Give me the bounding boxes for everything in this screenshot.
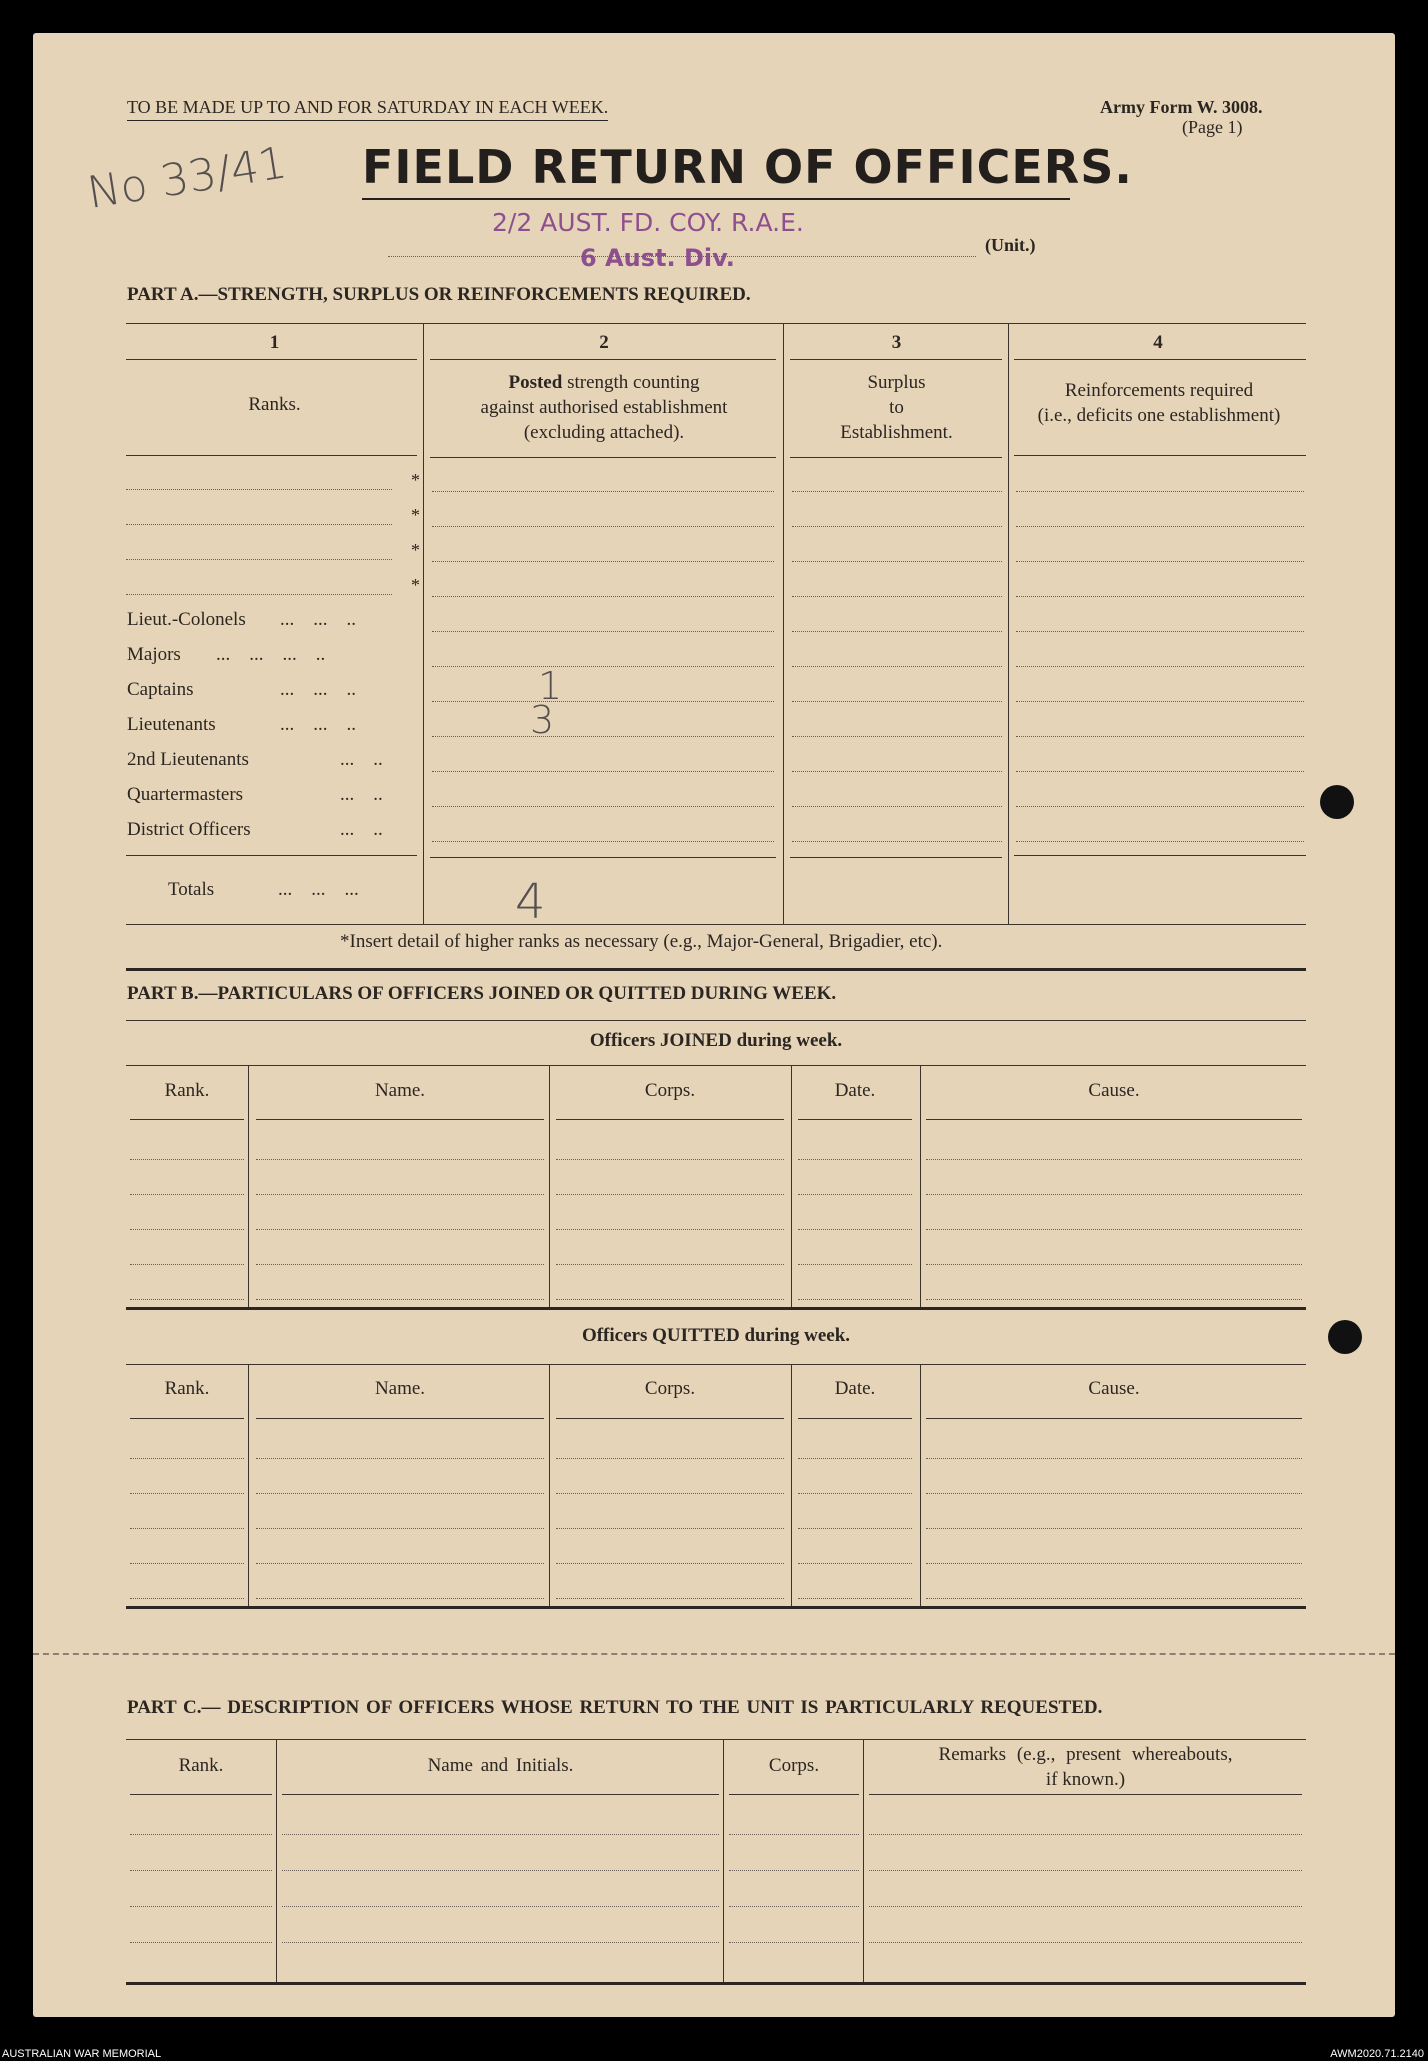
joined-header-rule xyxy=(130,1119,244,1120)
part-a-row-line xyxy=(1016,561,1304,562)
posted-captains-value: 1 xyxy=(538,664,563,708)
part-c-top-rule xyxy=(126,1739,1306,1740)
part-a-row-line xyxy=(792,561,1002,562)
col-number-rule-4 xyxy=(1014,359,1306,360)
part-a-row-line xyxy=(1016,806,1304,807)
part-c-row-line xyxy=(729,1870,859,1871)
joined-row-line xyxy=(798,1229,912,1230)
joined-row-line xyxy=(798,1299,912,1300)
joined-word: JOINED xyxy=(660,1030,732,1051)
col-number-rule-3 xyxy=(790,359,1002,360)
quitted-row-line xyxy=(130,1528,244,1529)
quitted-col-divider xyxy=(920,1364,921,1606)
part-c-header-rule xyxy=(729,1794,859,1795)
joined-caption xyxy=(126,1030,1306,1052)
part-a-row-line xyxy=(792,736,1002,737)
part-a-row-line xyxy=(1016,701,1304,702)
col-number-rule-2 xyxy=(430,359,776,360)
part-c-row-line xyxy=(282,1834,719,1835)
part-c-row-line xyxy=(282,1942,719,1943)
part-a-row-line xyxy=(792,491,1002,492)
part-a-row-line xyxy=(432,736,774,737)
unit-dotted-line xyxy=(388,256,976,257)
quitted-row-line xyxy=(256,1563,544,1564)
quitted-bottom-rule xyxy=(126,1606,1306,1609)
joined-row-line xyxy=(256,1229,544,1230)
totals-posted-value: 4 xyxy=(515,874,546,930)
part-c-row-line xyxy=(282,1870,719,1871)
ranks-header: Ranks. xyxy=(248,394,301,415)
quitted-header-rule xyxy=(926,1418,1302,1419)
header-bottom-rule-3 xyxy=(790,457,1002,458)
part-a-row-line xyxy=(792,666,1002,667)
unit-label: (Unit.) xyxy=(985,235,1036,255)
part-c-row-line xyxy=(869,1942,1302,1943)
part-c-row-line xyxy=(729,1906,859,1907)
joined-row-line xyxy=(130,1264,244,1265)
quitted-header-name: Name. xyxy=(374,1378,426,1399)
rank-label-district-officers: District Officers xyxy=(127,819,251,840)
part-c-col-divider-1 xyxy=(276,1739,277,1982)
quitted-header-corps: Corps. xyxy=(644,1378,696,1399)
higher-rank-line xyxy=(126,489,392,490)
joined-row-line xyxy=(926,1229,1302,1230)
rank-label-2nd-lieutenants: 2nd Lieutenants xyxy=(127,749,249,770)
punch-hole-lower xyxy=(1328,1320,1362,1354)
quitted-header-date: Date. xyxy=(834,1378,876,1399)
part-a-end-rule xyxy=(126,968,1306,971)
quitted-pre: Officers xyxy=(581,1325,648,1346)
rank-leader: ... .. xyxy=(340,819,383,840)
rank-leader: ... ... .. xyxy=(280,679,356,700)
part-c-row-line xyxy=(130,1906,272,1907)
part-a-row-line xyxy=(432,491,774,492)
part-c-corps-header: Corps. xyxy=(768,1755,820,1776)
rank-label-majors: Majors xyxy=(127,644,181,665)
joined-row-line xyxy=(926,1299,1302,1300)
part-b-top-rule xyxy=(126,1020,1306,1021)
surplus-header xyxy=(785,370,1008,445)
joined-header-name: Name. xyxy=(374,1080,426,1101)
joined-caption-rule xyxy=(126,1065,1306,1066)
quitted-header-rule xyxy=(130,1418,244,1419)
quitted-row-line xyxy=(130,1598,244,1599)
unit-stamp-line-1: 2/2 AUST. FD. COY. R.A.E. xyxy=(492,208,804,237)
joined-row-line xyxy=(130,1194,244,1195)
part-a-row-line xyxy=(432,771,774,772)
part-a-row-line xyxy=(1016,666,1304,667)
quitted-caption-rule xyxy=(126,1364,1306,1365)
header-bottom-rule-2 xyxy=(430,457,776,458)
quitted-col-divider xyxy=(248,1364,249,1606)
quitted-caption xyxy=(126,1325,1306,1347)
higher-rank-line xyxy=(126,594,392,595)
part-a-row-line xyxy=(1016,771,1304,772)
quitted-row-line xyxy=(256,1528,544,1529)
part-a-row-line xyxy=(792,631,1002,632)
joined-row-line xyxy=(926,1159,1302,1160)
quitted-row-line xyxy=(798,1598,912,1599)
joined-row-line xyxy=(556,1264,784,1265)
part-b-heading: PART B.—PARTICULARS OF OFFICERS JOINED OR QUITTED DURING WEEK. xyxy=(127,983,837,1004)
rank-label-lieut-colonels: Lieut.-Colonels xyxy=(127,609,246,630)
remarks-line-1: Remarks (e.g., present whereabouts, xyxy=(938,1744,1233,1765)
quitted-word: QUITTED xyxy=(652,1325,740,1346)
joined-row-line xyxy=(798,1159,912,1160)
part-a-heading: PART A.—STRENGTH, SURPLUS OR REINFORCEMENTS REQUIRED. xyxy=(127,284,751,305)
quitted-row-line xyxy=(798,1563,912,1564)
part-a-bottom-rule xyxy=(126,924,1306,925)
part-c-row-line xyxy=(869,1834,1302,1835)
part-a-row-line xyxy=(792,806,1002,807)
quitted-row-line xyxy=(130,1563,244,1564)
part-c-name-header: Name and Initials. xyxy=(427,1755,574,1776)
joined-row-line xyxy=(556,1194,784,1195)
quitted-row-line xyxy=(926,1598,1302,1599)
quitted-row-line xyxy=(256,1493,544,1494)
quitted-row-line xyxy=(130,1458,244,1459)
higher-rank-line xyxy=(126,559,392,560)
joined-row-line xyxy=(256,1264,544,1265)
posted-lieutenants-value: 3 xyxy=(530,698,555,742)
part-c-col-divider-3 xyxy=(863,1739,864,1982)
part-c-row-line xyxy=(729,1834,859,1835)
part-a-row-line xyxy=(792,596,1002,597)
totals-top-rule-2 xyxy=(430,857,776,858)
quitted-row-line xyxy=(926,1563,1302,1564)
footnote-star: * xyxy=(411,470,420,490)
col-number-3: 3 xyxy=(891,332,902,353)
quitted-header-rule xyxy=(798,1418,912,1419)
joined-row-line xyxy=(798,1264,912,1265)
part-c-header-rule xyxy=(130,1794,272,1795)
part-a-row-line xyxy=(1016,596,1304,597)
reinforcements-line-1: Reinforcements required xyxy=(1064,380,1254,401)
part-a-footnote: *Insert detail of higher ranks as necessary (e.g., Major-General, Brigadier, etc). xyxy=(340,931,943,952)
quitted-row-line xyxy=(798,1458,912,1459)
joined-col-divider xyxy=(248,1065,249,1307)
footnote-star: * xyxy=(411,505,420,525)
surplus-line-2: to xyxy=(889,397,904,418)
part-c-row-line xyxy=(869,1870,1302,1871)
quitted-col-divider xyxy=(549,1364,550,1606)
quitted-row-line xyxy=(556,1458,784,1459)
quitted-row-line xyxy=(798,1528,912,1529)
unit-stamp-line-2: 6 Aust. Div. xyxy=(580,244,735,272)
form-number: Army Form W. 3008. xyxy=(1100,97,1263,117)
col-number-1: 1 xyxy=(269,332,280,353)
punch-hole-upper xyxy=(1320,785,1354,819)
joined-header-rule xyxy=(256,1119,544,1120)
joined-col-divider xyxy=(920,1065,921,1307)
part-a-row-line xyxy=(1016,631,1304,632)
part-a-col-divider-2 xyxy=(783,323,784,924)
joined-col-divider xyxy=(791,1065,792,1307)
posted-strength-header xyxy=(425,370,783,445)
part-a-row-line xyxy=(432,701,774,702)
part-c-header-rule xyxy=(282,1794,719,1795)
part-c-row-line xyxy=(869,1906,1302,1907)
quitted-row-line xyxy=(556,1563,784,1564)
remarks-line-2: if known.) xyxy=(1045,1769,1126,1790)
posted-line-3: (excluding attached). xyxy=(523,422,685,443)
form-title: FIELD RETURN OF OFFICERS. xyxy=(362,140,1070,200)
totals-top-rule-1 xyxy=(126,855,417,856)
quitted-row-line xyxy=(926,1493,1302,1494)
joined-row-line xyxy=(556,1299,784,1300)
joined-row-line xyxy=(798,1194,912,1195)
handwritten-reference: No 33/41 xyxy=(84,137,291,219)
quitted-row-line xyxy=(798,1493,912,1494)
part-c-row-line xyxy=(130,1870,272,1871)
joined-header-rule xyxy=(556,1119,784,1120)
quitted-col-divider xyxy=(791,1364,792,1606)
reinforcements-line-2: (i.e., deficits one establishment) xyxy=(1037,405,1281,426)
quitted-post: during week. xyxy=(744,1325,851,1346)
part-c-col-divider-2 xyxy=(723,1739,724,1982)
part-a-row-line xyxy=(432,561,774,562)
quitted-row-line xyxy=(556,1598,784,1599)
part-c-bottom-rule xyxy=(126,1982,1306,1985)
part-c-rank-header: Rank. xyxy=(178,1755,224,1776)
quitted-header-cause: Cause. xyxy=(1088,1378,1140,1399)
col-number-4: 4 xyxy=(1153,332,1163,353)
joined-row-line xyxy=(256,1299,544,1300)
part-a-row-line xyxy=(432,596,774,597)
quitted-header-rule xyxy=(556,1418,784,1419)
quitted-header-rule xyxy=(256,1418,544,1419)
posted-rest: strength counting xyxy=(567,372,700,393)
joined-bottom-rule xyxy=(126,1307,1306,1310)
rank-leader: ... .. xyxy=(340,749,383,770)
joined-header-rule xyxy=(926,1119,1302,1120)
part-a-row-line xyxy=(1016,736,1304,737)
part-a-col-divider-1 xyxy=(423,323,424,924)
rank-label-quartermasters: Quartermasters xyxy=(127,784,244,805)
joined-header-corps: Corps. xyxy=(644,1080,696,1101)
joined-row-line xyxy=(556,1229,784,1230)
higher-rank-line xyxy=(126,524,392,525)
quitted-row-line xyxy=(926,1458,1302,1459)
quitted-row-line xyxy=(556,1528,784,1529)
surplus-line-1: Surplus xyxy=(867,372,926,393)
rank-label-captains: Captains xyxy=(127,679,194,700)
col-number-rule-1 xyxy=(126,359,417,360)
quitted-row-line xyxy=(130,1493,244,1494)
footer-credit: AUSTRALIAN WAR MEMORIAL xyxy=(2,2048,162,2060)
quitted-row-line xyxy=(256,1598,544,1599)
posted-line-2: against authorised establishment xyxy=(480,397,728,418)
part-a-row-line xyxy=(792,841,1002,842)
part-c-row-line xyxy=(729,1942,859,1943)
page-number: (Page 1) xyxy=(1182,117,1243,137)
rank-leader: ... ... ... .. xyxy=(216,644,326,665)
joined-row-line xyxy=(130,1159,244,1160)
part-a-row-line xyxy=(432,631,774,632)
footnote-star: * xyxy=(411,540,420,560)
joined-header-cause: Cause. xyxy=(1088,1080,1140,1101)
part-a-row-line xyxy=(1016,491,1304,492)
part-a-row-line xyxy=(432,806,774,807)
joined-col-divider xyxy=(549,1065,550,1307)
part-c-row-line xyxy=(130,1942,272,1943)
joined-row-line xyxy=(926,1264,1302,1265)
joined-row-line xyxy=(256,1194,544,1195)
totals-top-rule-4 xyxy=(1014,855,1306,856)
part-a-row-line xyxy=(792,771,1002,772)
part-c-row-line xyxy=(130,1834,272,1835)
quitted-row-line xyxy=(256,1458,544,1459)
joined-header-rank: Rank. xyxy=(164,1080,210,1101)
part-a-row-line xyxy=(1016,526,1304,527)
reinforcements-header xyxy=(1008,378,1310,428)
part-c-heading: PART C.— DESCRIPTION OF OFFICERS WHOSE RETURN TO THE UNIT IS PARTICULARLY REQUESTED. xyxy=(127,1697,1103,1718)
posted-bold: Posted xyxy=(508,372,563,393)
part-c-remarks-header xyxy=(865,1742,1306,1792)
part-a-top-rule xyxy=(126,323,1306,324)
joined-row-line xyxy=(130,1299,244,1300)
totals-top-rule-3 xyxy=(790,857,1002,858)
rank-leader: ... ... .. xyxy=(280,714,356,735)
rank-label-lieutenants: Lieutenants xyxy=(127,714,216,735)
joined-row-line xyxy=(926,1194,1302,1195)
joined-header-date: Date. xyxy=(834,1080,876,1101)
part-c-row-line xyxy=(282,1906,719,1907)
surplus-line-3: Establishment. xyxy=(840,422,953,443)
footnote-star: * xyxy=(411,575,420,595)
totals-leader: ... ... ... xyxy=(278,879,359,900)
quitted-row-line xyxy=(926,1528,1302,1529)
part-a-row-line xyxy=(792,526,1002,527)
rank-leader: ... .. xyxy=(340,784,383,805)
part-a-row-line xyxy=(432,666,774,667)
perforation-line xyxy=(33,1653,1395,1655)
joined-row-line xyxy=(256,1159,544,1160)
footer-accession: AWM2020.71.2140 xyxy=(1330,2048,1424,2060)
part-c-header-rule xyxy=(869,1794,1302,1795)
rank-leader: ... ... .. xyxy=(280,609,356,630)
header-bottom-rule-4 xyxy=(1014,455,1306,456)
part-a-row-line xyxy=(792,701,1002,702)
col-number-2: 2 xyxy=(599,332,609,353)
totals-label: Totals xyxy=(168,879,215,900)
joined-post: during week. xyxy=(736,1030,843,1051)
joined-row-line xyxy=(130,1229,244,1230)
make-up-instruction: TO BE MADE UP TO AND FOR SATURDAY IN EACH WEEK. xyxy=(127,97,608,121)
joined-header-rule xyxy=(798,1119,912,1120)
quitted-header-rank: Rank. xyxy=(164,1378,210,1399)
quitted-row-line xyxy=(556,1493,784,1494)
part-a-row-line xyxy=(1016,841,1304,842)
joined-row-line xyxy=(556,1159,784,1160)
joined-pre: Officers xyxy=(589,1030,656,1051)
header-bottom-rule-1 xyxy=(126,455,417,456)
part-a-row-line xyxy=(432,526,774,527)
part-a-row-line xyxy=(432,841,774,842)
